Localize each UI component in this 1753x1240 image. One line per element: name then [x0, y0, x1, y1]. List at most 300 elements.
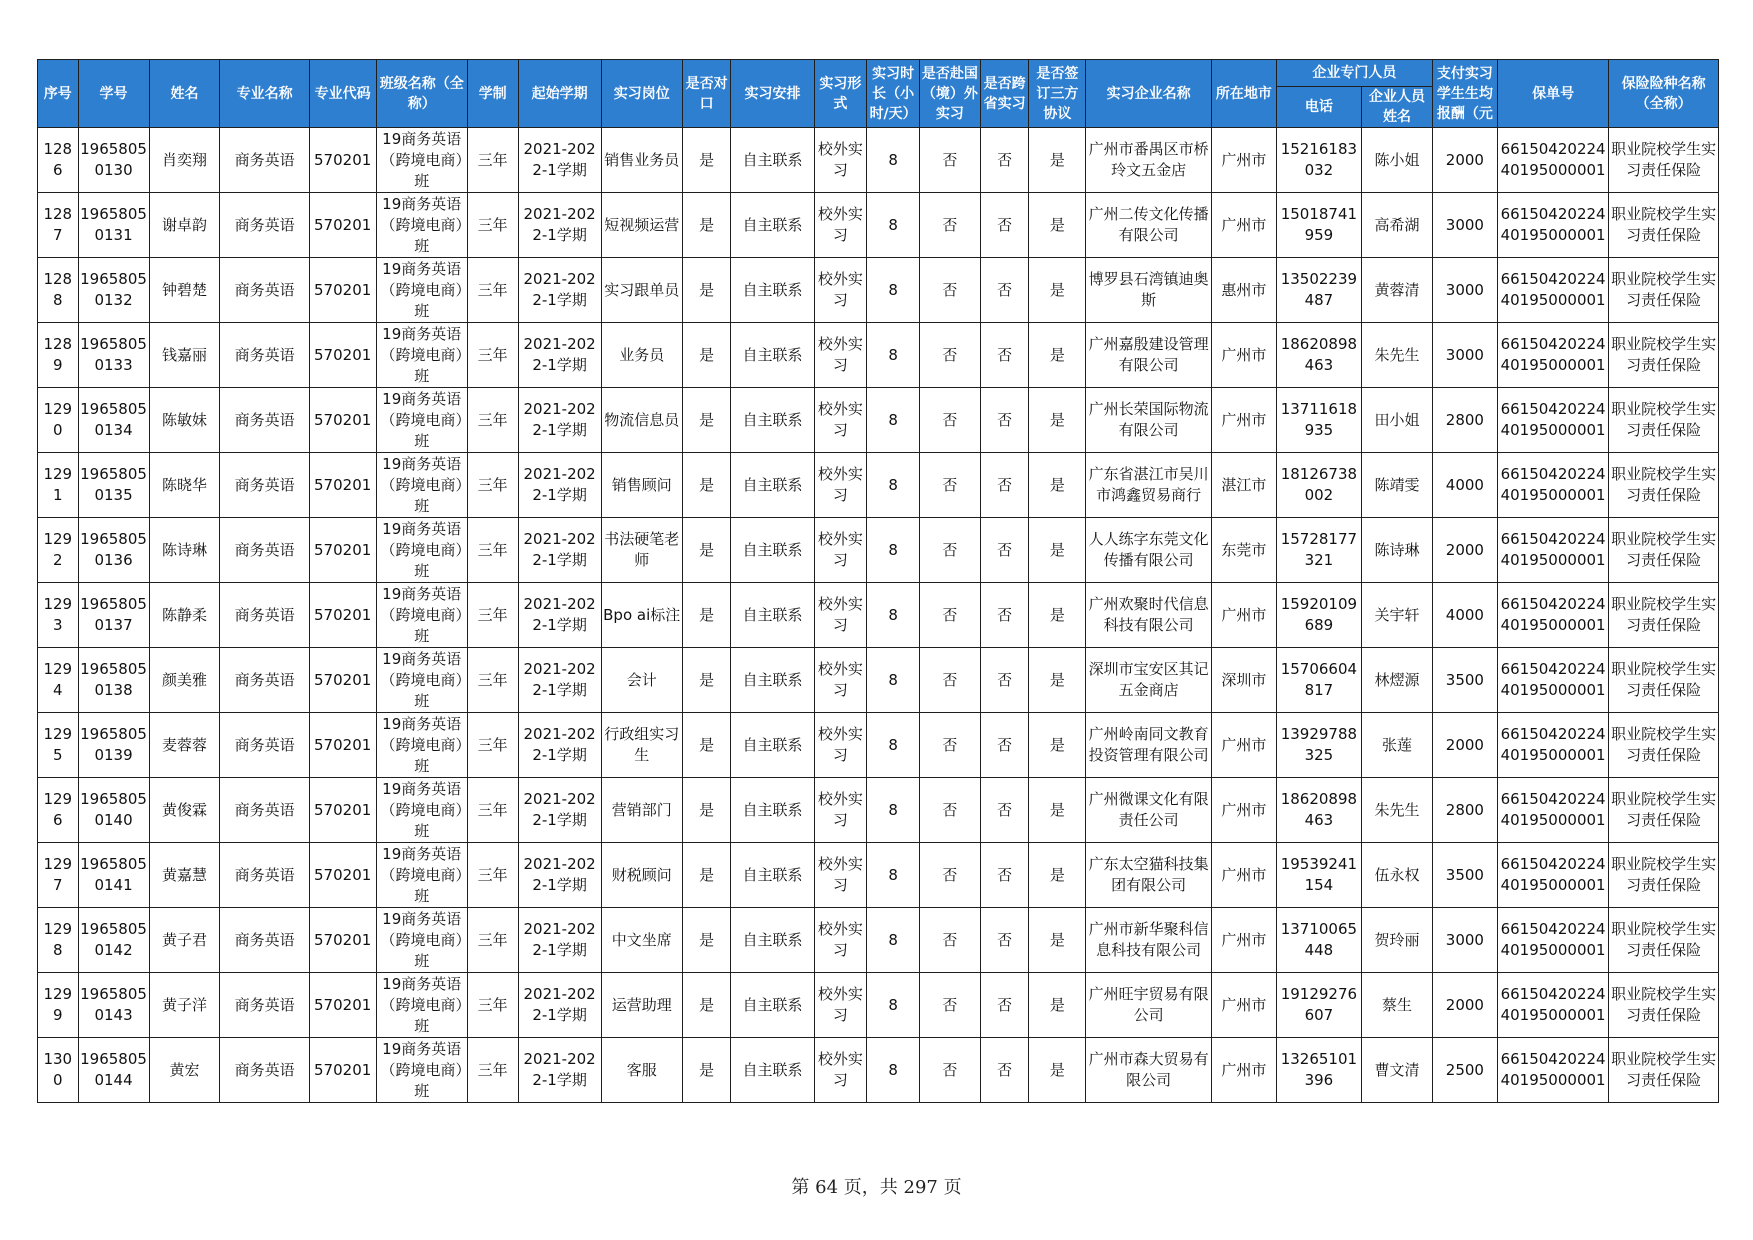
start-term-cell-text: 2021-2022-1学期: [523, 465, 596, 504]
company-cell-text: 广州二传文化传播有限公司: [1088, 205, 1209, 244]
contact-name-cell-text: 田小姐: [1374, 410, 1420, 429]
insurance-cell-text: 职业院校学生实习责任保险: [1611, 725, 1717, 764]
tripartite-cell: [1029, 518, 1086, 583]
contact-name-cell: [1361, 973, 1432, 1038]
header-tripartite: 是否签订三方协议: [1029, 60, 1086, 128]
table-row: [38, 648, 1719, 713]
header-phone: 电话: [1276, 87, 1361, 128]
contact-name-cell-text: 曹文清: [1374, 1060, 1420, 1079]
pay-cell-text: 3000: [1445, 280, 1484, 299]
class-name-cell-text: 19商务英语（跨境电商）班: [380, 1039, 463, 1100]
position-cell-text: Bpo ai标注: [603, 605, 681, 624]
header-major: 专业名称: [220, 60, 309, 128]
class-name-cell: [376, 518, 467, 583]
duration-cell-text: 三年: [477, 1060, 508, 1079]
name-cell-text: 陈敏妹: [161, 410, 207, 429]
student-id-cell: [78, 843, 149, 908]
pay-cell: [1432, 453, 1497, 518]
pay-cell: [1432, 258, 1497, 323]
header-policy-no: 保单号: [1497, 60, 1609, 128]
phone-cell: [1276, 908, 1361, 973]
insurance-cell-text: 职业院校学生实习责任保险: [1611, 985, 1717, 1024]
hours-cell-text: 8: [888, 410, 898, 429]
city-cell-text: 惠州市: [1221, 280, 1267, 299]
major-code-cell-text: 570201: [314, 475, 372, 494]
pay-cell: [1432, 128, 1497, 193]
city-cell: [1211, 973, 1276, 1038]
major-cell-text: 商务英语: [234, 280, 295, 299]
student-id-cell-text: 19658050137: [80, 595, 147, 634]
major-cell-text: 商务英语: [234, 605, 295, 624]
name-cell: [149, 323, 220, 388]
start-term-cell-text: 2021-2022-1学期: [523, 530, 596, 569]
phone-cell-text: 18620898463: [1280, 335, 1358, 374]
form-cell: [814, 908, 867, 973]
arrangement-cell: [731, 583, 814, 648]
company-cell-text: 广东太空猫科技集团有限公司: [1088, 855, 1209, 894]
abroad-cell-text: 否: [942, 280, 958, 299]
position-cell-text: 物流信息员: [604, 410, 680, 429]
tripartite-cell-text: 是: [1049, 215, 1065, 234]
student-id-cell: [78, 973, 149, 1038]
form-cell: [814, 778, 867, 843]
arrangement-cell: [731, 778, 814, 843]
tripartite-cell-text: 是: [1049, 410, 1065, 429]
table-row: [38, 843, 1719, 908]
company-cell: [1086, 323, 1212, 388]
major-code-cell-text: 570201: [314, 735, 372, 754]
phone-cell: [1276, 323, 1361, 388]
city-cell: [1211, 908, 1276, 973]
tripartite-cell-text: 是: [1049, 670, 1065, 689]
policy-no-cell-text: 6615042022440195000001: [1500, 205, 1606, 244]
hours-cell-text: 8: [888, 540, 898, 559]
form-cell-text: 校外实习: [817, 400, 863, 439]
policy-no-cell: [1497, 843, 1609, 908]
class-name-cell: [376, 128, 467, 193]
student-id-cell-text: 19658050138: [80, 660, 147, 699]
cross-province-cell: [980, 908, 1029, 973]
city-cell: [1211, 193, 1276, 258]
phone-cell-text: 13929788325: [1280, 725, 1358, 764]
matched-cell-text: 是: [699, 150, 715, 169]
form-cell: [814, 193, 867, 258]
pay-cell: [1432, 193, 1497, 258]
contact-name-cell: [1361, 583, 1432, 648]
tripartite-cell-text: 是: [1049, 150, 1065, 169]
position-cell-text: 销售顾问: [611, 475, 672, 494]
start-term-cell: [518, 193, 601, 258]
major-code-cell: [309, 973, 376, 1038]
name-cell-text: 陈静柔: [161, 605, 207, 624]
position-cell-text: 业务员: [619, 345, 665, 364]
insurance-cell-text: 职业院校学生实习责任保险: [1611, 530, 1717, 569]
duration-cell-text: 三年: [477, 345, 508, 364]
duration-cell: [467, 258, 518, 323]
cross-province-cell-text: 否: [997, 475, 1013, 494]
major-cell: [220, 518, 309, 583]
company-cell-text: 广州微课文化有限责任公司: [1088, 790, 1209, 829]
class-name-cell-text: 19商务英语（跨境电商）班: [380, 844, 463, 905]
header-insurance: 保险险种名称（全称）: [1609, 60, 1719, 128]
phone-cell-text: 19129276607: [1280, 985, 1358, 1024]
abroad-cell-text: 否: [942, 1060, 958, 1079]
seq-cell-text: 1300: [43, 1050, 73, 1089]
abroad-cell: [919, 193, 980, 258]
start-term-cell: [518, 323, 601, 388]
duration-cell-text: 三年: [477, 280, 508, 299]
seq-cell: [38, 453, 79, 518]
position-cell-text: 行政组实习生: [604, 725, 680, 764]
major-code-cell-text: 570201: [314, 930, 372, 949]
start-term-cell: [518, 128, 601, 193]
header-company: 实习企业名称: [1086, 60, 1212, 128]
table-row: [38, 323, 1719, 388]
major-code-cell-text: 570201: [314, 150, 372, 169]
duration-cell-text: 三年: [477, 800, 508, 819]
table-row: [38, 258, 1719, 323]
position-cell: [601, 648, 682, 713]
insurance-cell: [1609, 518, 1719, 583]
abroad-cell: [919, 908, 980, 973]
city-cell: [1211, 453, 1276, 518]
phone-cell-text: 13502239487: [1280, 270, 1358, 309]
name-cell: [149, 778, 220, 843]
name-cell-text: 黄子君: [161, 930, 207, 949]
header-contact-name: 企业人员姓名: [1361, 87, 1432, 128]
contact-name-cell-text: 朱先生: [1374, 345, 1420, 364]
start-term-cell: [518, 1038, 601, 1103]
policy-no-cell-text: 6615042022440195000001: [1500, 140, 1606, 179]
matched-cell: [682, 323, 731, 388]
matched-cell-text: 是: [699, 670, 715, 689]
city-cell-text: 湛江市: [1221, 475, 1267, 494]
insurance-cell-text: 职业院校学生实习责任保险: [1611, 400, 1717, 439]
header-city: 所在地市: [1211, 60, 1276, 128]
arrangement-cell: [731, 1038, 814, 1103]
table-row: [38, 388, 1719, 453]
tripartite-cell-text: 是: [1049, 930, 1065, 949]
form-cell: [814, 973, 867, 1038]
policy-no-cell-text: 6615042022440195000001: [1500, 595, 1606, 634]
name-cell: [149, 518, 220, 583]
abroad-cell: [919, 258, 980, 323]
contact-name-cell: [1361, 388, 1432, 453]
company-cell: [1086, 193, 1212, 258]
matched-cell-text: 是: [699, 735, 715, 754]
duration-cell: [467, 973, 518, 1038]
start-term-cell: [518, 713, 601, 778]
class-name-cell: [376, 323, 467, 388]
insurance-cell-text: 职业院校学生实习责任保险: [1611, 335, 1717, 374]
contact-name-cell-text: 高希湖: [1374, 215, 1420, 234]
insurance-cell: [1609, 258, 1719, 323]
class-name-cell: [376, 583, 467, 648]
arrangement-cell: [731, 128, 814, 193]
form-cell: [814, 713, 867, 778]
cross-province-cell: [980, 453, 1029, 518]
abroad-cell: [919, 453, 980, 518]
student-id-cell: [78, 258, 149, 323]
tripartite-cell: [1029, 583, 1086, 648]
start-term-cell: [518, 388, 601, 453]
form-cell-text: 校外实习: [817, 725, 863, 764]
cross-province-cell: [980, 778, 1029, 843]
tripartite-cell: [1029, 648, 1086, 713]
cross-province-cell: [980, 128, 1029, 193]
policy-no-cell-text: 6615042022440195000001: [1500, 530, 1606, 569]
arrangement-cell-text: 自主联系: [742, 605, 803, 624]
table-row: [38, 1038, 1719, 1103]
abroad-cell: [919, 323, 980, 388]
cross-province-cell-text: 否: [997, 735, 1013, 754]
major-code-cell: [309, 323, 376, 388]
seq-cell-text: 1286: [43, 140, 73, 179]
form-cell-text: 校外实习: [817, 1050, 863, 1089]
major-code-cell-text: 570201: [314, 410, 372, 429]
major-cell-text: 商务英语: [234, 475, 295, 494]
start-term-cell-text: 2021-2022-1学期: [523, 660, 596, 699]
tripartite-cell-text: 是: [1049, 735, 1065, 754]
major-code-cell: [309, 128, 376, 193]
matched-cell: [682, 128, 731, 193]
header-start-term: 起始学期: [518, 60, 601, 128]
student-id-cell-text: 19658050140: [80, 790, 147, 829]
arrangement-cell: [731, 908, 814, 973]
matched-cell: [682, 518, 731, 583]
major-cell-text: 商务英语: [234, 800, 295, 819]
cross-province-cell-text: 否: [997, 670, 1013, 689]
seq-cell-text: 1296: [43, 790, 73, 829]
matched-cell: [682, 453, 731, 518]
seq-cell-text: 1288: [43, 270, 73, 309]
pay-cell-text: 2000: [1445, 995, 1484, 1014]
major-code-cell: [309, 843, 376, 908]
pay-cell-text: 2000: [1445, 540, 1484, 559]
contact-name-cell-text: 贺玲丽: [1374, 930, 1420, 949]
phone-cell: [1276, 583, 1361, 648]
duration-cell-text: 三年: [477, 670, 508, 689]
arrangement-cell-text: 自主联系: [742, 865, 803, 884]
class-name-cell: [376, 843, 467, 908]
position-cell-text: 客服: [626, 1060, 657, 1079]
tripartite-cell-text: 是: [1049, 605, 1065, 624]
phone-cell-text: 19539241154: [1280, 855, 1358, 894]
city-cell-text: 广州市: [1221, 800, 1267, 819]
hours-cell-text: 8: [888, 735, 898, 754]
arrangement-cell: [731, 453, 814, 518]
contact-name-cell: [1361, 908, 1432, 973]
form-cell-text: 校外实习: [817, 660, 863, 699]
insurance-cell: [1609, 128, 1719, 193]
abroad-cell-text: 否: [942, 150, 958, 169]
start-term-cell-text: 2021-2022-1学期: [523, 725, 596, 764]
seq-cell: [38, 518, 79, 583]
policy-no-cell-text: 6615042022440195000001: [1500, 1050, 1606, 1089]
contact-name-cell: [1361, 258, 1432, 323]
form-cell-text: 校外实习: [817, 595, 863, 634]
form-cell: [814, 323, 867, 388]
hours-cell-text: 8: [888, 280, 898, 299]
start-term-cell: [518, 973, 601, 1038]
position-cell: [601, 908, 682, 973]
form-cell: [814, 518, 867, 583]
student-id-cell: [78, 453, 149, 518]
pay-cell: [1432, 1038, 1497, 1103]
policy-no-cell-text: 6615042022440195000001: [1500, 855, 1606, 894]
name-cell-text: 钱嘉丽: [161, 345, 207, 364]
seq-cell-text: 1293: [43, 595, 73, 634]
position-cell-text: 营销部门: [611, 800, 672, 819]
header-hours: 实习时长（小时/天）: [867, 60, 920, 128]
start-term-cell: [518, 258, 601, 323]
pay-cell-text: 3000: [1445, 215, 1484, 234]
tripartite-cell: [1029, 1038, 1086, 1103]
name-cell: [149, 128, 220, 193]
class-name-cell: [376, 908, 467, 973]
pay-cell-text: 2000: [1445, 735, 1484, 754]
class-name-cell-text: 19商务英语（跨境电商）班: [380, 129, 463, 190]
duration-cell: [467, 1038, 518, 1103]
phone-cell-text: 18620898463: [1280, 790, 1358, 829]
header-pay: 支付实习学生生均报酬（元: [1432, 60, 1497, 128]
insurance-cell: [1609, 908, 1719, 973]
policy-no-cell: [1497, 193, 1609, 258]
seq-cell-text: 1295: [43, 725, 73, 764]
major-code-cell: [309, 1038, 376, 1103]
cross-province-cell: [980, 713, 1029, 778]
policy-no-cell: [1497, 648, 1609, 713]
pay-cell: [1432, 583, 1497, 648]
major-cell: [220, 648, 309, 713]
pay-cell: [1432, 518, 1497, 583]
arrangement-cell: [731, 713, 814, 778]
contact-name-cell: [1361, 648, 1432, 713]
cross-province-cell-text: 否: [997, 605, 1013, 624]
name-cell-text: 肖奕翔: [161, 150, 207, 169]
start-term-cell-text: 2021-2022-1学期: [523, 855, 596, 894]
major-code-cell: [309, 908, 376, 973]
matched-cell: [682, 193, 731, 258]
major-cell: [220, 193, 309, 258]
contact-name-cell: [1361, 128, 1432, 193]
policy-no-cell: [1497, 713, 1609, 778]
arrangement-cell: [731, 518, 814, 583]
student-id-cell-text: 19658050143: [80, 985, 147, 1024]
pay-cell: [1432, 648, 1497, 713]
seq-cell: [38, 323, 79, 388]
seq-cell: [38, 778, 79, 843]
matched-cell-text: 是: [699, 540, 715, 559]
cross-province-cell-text: 否: [997, 215, 1013, 234]
table-body: [38, 128, 1719, 1103]
major-code-cell-text: 570201: [314, 995, 372, 1014]
insurance-cell: [1609, 453, 1719, 518]
company-cell-text: 博罗县石湾镇迪奥斯: [1088, 270, 1209, 309]
seq-cell: [38, 583, 79, 648]
major-code-cell-text: 570201: [314, 670, 372, 689]
pay-cell-text: 4000: [1445, 605, 1484, 624]
cross-province-cell: [980, 193, 1029, 258]
name-cell-text: 陈晓华: [161, 475, 207, 494]
contact-name-cell: [1361, 323, 1432, 388]
start-term-cell-text: 2021-2022-1学期: [523, 920, 596, 959]
major-cell-text: 商务英语: [234, 930, 295, 949]
cross-province-cell-text: 否: [997, 865, 1013, 884]
city-cell: [1211, 1038, 1276, 1103]
city-cell: [1211, 843, 1276, 908]
class-name-cell: [376, 973, 467, 1038]
form-cell-text: 校外实习: [817, 790, 863, 829]
phone-cell: [1276, 518, 1361, 583]
start-term-cell-text: 2021-2022-1学期: [523, 205, 596, 244]
major-code-cell: [309, 583, 376, 648]
arrangement-cell-text: 自主联系: [742, 475, 803, 494]
abroad-cell: [919, 583, 980, 648]
company-cell-text: 广东省湛江市吴川市鸿鑫贸易商行: [1088, 465, 1209, 504]
major-code-cell-text: 570201: [314, 1060, 372, 1079]
name-cell-text: 黄宏: [169, 1060, 200, 1079]
name-cell: [149, 973, 220, 1038]
major-cell: [220, 128, 309, 193]
major-cell: [220, 778, 309, 843]
student-id-cell: [78, 128, 149, 193]
name-cell-text: 陈诗琳: [161, 540, 207, 559]
arrangement-cell-text: 自主联系: [742, 150, 803, 169]
arrangement-cell-text: 自主联系: [742, 735, 803, 754]
abroad-cell: [919, 713, 980, 778]
major-code-cell: [309, 258, 376, 323]
pay-cell: [1432, 973, 1497, 1038]
company-cell: [1086, 388, 1212, 453]
matched-cell-text: 是: [699, 930, 715, 949]
cross-province-cell: [980, 388, 1029, 453]
form-cell: [814, 453, 867, 518]
pay-cell: [1432, 843, 1497, 908]
class-name-cell: [376, 713, 467, 778]
city-cell-text: 广州市: [1221, 995, 1267, 1014]
company-cell: [1086, 583, 1212, 648]
arrangement-cell-text: 自主联系: [742, 995, 803, 1014]
start-term-cell-text: 2021-2022-1学期: [523, 400, 596, 439]
policy-no-cell-text: 6615042022440195000001: [1500, 400, 1606, 439]
major-code-cell: [309, 778, 376, 843]
phone-cell-text: 15018741959: [1280, 205, 1358, 244]
start-term-cell: [518, 518, 601, 583]
arrangement-cell: [731, 843, 814, 908]
position-cell: [601, 453, 682, 518]
company-cell-text: 广州长荣国际物流有限公司: [1088, 400, 1209, 439]
major-cell-text: 商务英语: [234, 670, 295, 689]
abroad-cell-text: 否: [942, 475, 958, 494]
policy-no-cell-text: 6615042022440195000001: [1500, 660, 1606, 699]
city-cell: [1211, 258, 1276, 323]
major-cell-text: 商务英语: [234, 410, 295, 429]
student-id-cell-text: 19658050131: [80, 205, 147, 244]
phone-cell-text: 15216183032: [1280, 140, 1358, 179]
duration-cell: [467, 583, 518, 648]
duration-cell: [467, 518, 518, 583]
form-cell: [814, 583, 867, 648]
insurance-cell: [1609, 973, 1719, 1038]
city-cell: [1211, 518, 1276, 583]
form-cell: [814, 648, 867, 713]
company-cell: [1086, 128, 1212, 193]
seq-cell: [38, 258, 79, 323]
matched-cell-text: 是: [699, 800, 715, 819]
student-id-cell-text: 19658050132: [80, 270, 147, 309]
policy-no-cell-text: 6615042022440195000001: [1500, 985, 1606, 1024]
